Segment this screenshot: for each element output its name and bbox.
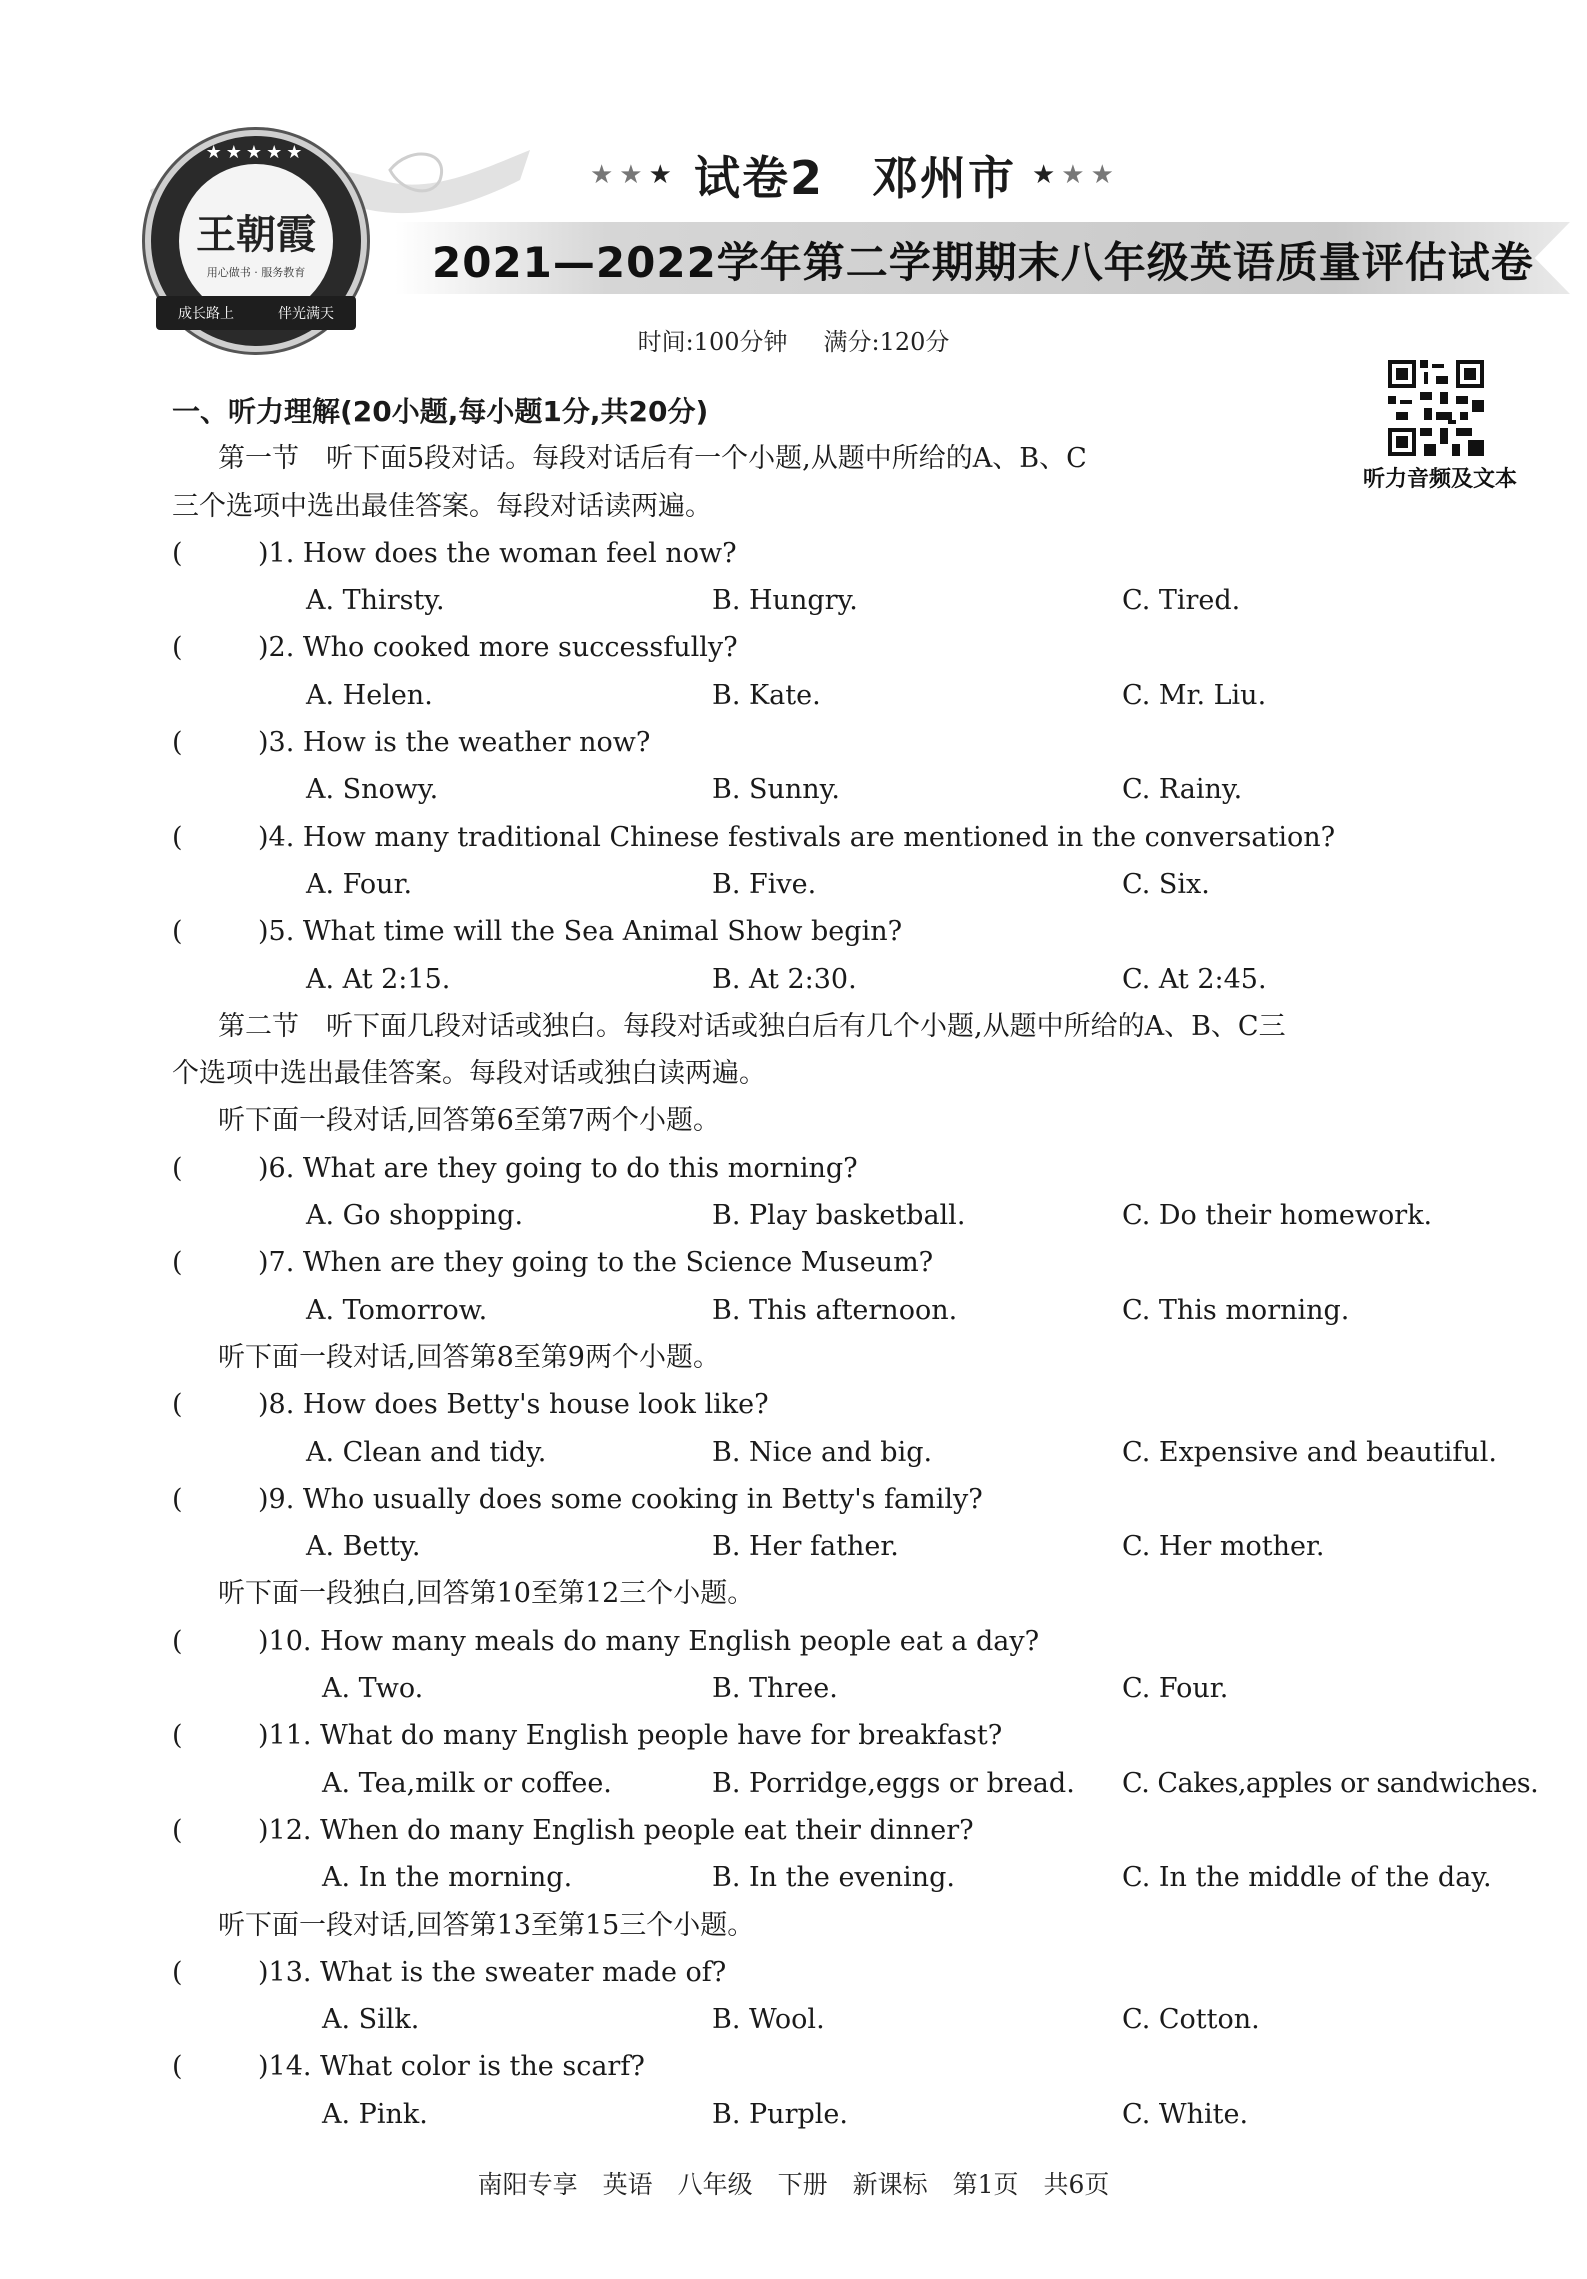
question-4 [172,814,1532,861]
question-text: )3. How is the weather now? [258,727,651,759]
page-header [0,0,1587,320]
option-b: B. This afternoon. [712,1294,958,1326]
options-12 [172,1854,1532,1901]
question-text: )9. Who usually does some cooking in Betty's family? [258,1483,983,1515]
option-c: C. Cotton. [1122,2004,1260,2036]
option-b: B. Her father. [712,1531,899,1563]
question-1 [172,530,1532,577]
options-6 [172,1192,1532,1239]
logo-name: 王朝霞 [196,210,316,258]
option-b: B. Play basketball. [712,1200,966,1232]
option-c: C. Six. [1122,868,1210,900]
part1-instruction: 第一节 听下面5段对话。每段对话后有一个小题,从题中所给的A、B、C [218,443,1087,475]
option-b: B. Three. [712,1673,838,1705]
option-a: A. Silk. [322,2004,420,2036]
option-a: A. Pink. [322,2098,428,2130]
part2-instruction-cont: 个选项中选出最佳答案。每段对话或独白读两遍。 [172,1058,766,1090]
option-a: A. Four. [306,868,413,900]
option-b: B. In the evening. [712,1862,955,1894]
part1-instruction-cont: 三个选项中选出最佳答案。每段对话读两遍。 [172,490,712,522]
options-11 [172,1760,1539,1807]
option-c: C. In the middle of the day. [1122,1862,1492,1894]
options-9 [172,1523,1532,1570]
question-text: )6. What are they going to do this morning? [258,1152,858,1184]
logo-banner-right: 伴光满天 [278,306,334,322]
answer-blank[interactable]: ( [172,632,183,664]
subsection-13-15: 听下面一段对话,回答第13至第15三个小题。 [218,1909,755,1941]
answer-blank[interactable]: ( [172,1483,183,1515]
part2-instruction: 第二节 听下面几段对话或独白。每段对话或独白后有几个小题,从题中所给的A、B、C三 [218,1010,1286,1042]
subsection-8-9: 听下面一段对话,回答第8至第9两个小题。 [218,1341,720,1373]
option-b: B. Kate. [712,679,821,711]
option-a: A. Tomorrow. [306,1294,488,1326]
question-text: )8. How does Betty's house look like? [258,1389,769,1421]
logo-slogan: 用心做书 · 服务教育 [206,265,306,279]
option-a: A. Betty. [306,1531,421,1563]
exam-full-title: 2021—2022学年第二学期期末八年级英语质量评估试卷 [432,238,1534,287]
option-c: C. Her mother. [1122,1531,1325,1563]
question-13 [172,1949,1532,1996]
question-2 [172,624,1532,671]
answer-blank[interactable]: ( [172,1814,183,1846]
option-b: B. Purple. [712,2098,848,2130]
section-title: 一、听力理解(20小题,每小题1分,共20分) [172,395,709,428]
answer-blank[interactable]: ( [172,1389,183,1421]
option-b: B. Hungry. [712,585,858,617]
option-c: C. Rainy. [1122,774,1243,806]
exam-time: 时间:100分钟 [637,328,788,356]
option-c: C. Expensive and beautiful. [1122,1436,1497,1468]
answer-blank[interactable]: ( [172,1720,183,1752]
question-text: )11. What do many English people have for breakfast? [258,1720,1003,1752]
subsection-10-12: 听下面一段独白,回答第10至第12三个小题。 [218,1578,755,1610]
options-3 [172,766,1532,813]
options-2 [172,672,1532,719]
answer-blank[interactable]: ( [172,1247,183,1279]
options-14 [172,2091,1532,2138]
options-10 [172,1665,1532,1712]
option-b: B. Five. [712,868,817,900]
question-5 [172,908,1532,955]
answer-blank[interactable]: ( [172,1956,183,1988]
question-text: )12. When do many English people eat their dinner? [258,1814,974,1846]
question-7 [172,1239,1532,1286]
question-9 [172,1476,1532,1523]
question-14 [172,2043,1532,2090]
option-a: A. Helen. [306,679,433,711]
question-12 [172,1807,1532,1854]
page-footer: 南阳专享 英语 八年级 下册 新课标 第1页 共6页 [477,2170,1110,2199]
option-a: A. Tea,milk or coffee. [322,1767,612,1799]
question-6 [172,1145,1532,1192]
option-c: C. Mr. Liu. [1122,679,1267,711]
option-a: A. In the morning. [322,1862,573,1894]
question-8 [172,1381,1532,1428]
option-a: A. Go shopping. [306,1200,524,1232]
option-c: C. Do their homework. [1122,1200,1433,1232]
qr-code-label: 听力音频及文本 [1362,467,1517,492]
option-b: B. Nice and big. [712,1436,933,1468]
option-b: B. Sunny. [712,774,840,806]
option-a: A. Two. [322,1673,424,1705]
option-b: B. At 2:30. [712,963,857,995]
exam-title-row [590,145,1120,205]
question-3 [172,719,1532,766]
option-c: C. At 2:45. [1122,963,1267,995]
option-a: A. At 2:15. [306,963,451,995]
question-text: )13. What is the sweater made of? [258,1956,727,1988]
options-5 [172,956,1532,1003]
exam-number-title: 试卷2 邓州市 [693,151,1016,205]
options-7 [172,1287,1532,1334]
option-b: B. Porridge,eggs or bread. [712,1767,1075,1799]
question-11 [172,1712,1532,1759]
question-text: )1. How does the woman feel now? [258,537,737,569]
answer-blank[interactable]: ( [172,916,183,948]
logo-banner-left: 成长路上 [178,306,234,322]
options-13 [172,1996,1532,2043]
answer-blank[interactable]: ( [172,1625,183,1657]
question-text: )14. What color is the scarf? [258,2051,645,2083]
option-b: B. Wool. [712,2004,825,2036]
publisher-logo [145,130,367,352]
star-rating-right-icon: ★★★ [1031,160,1120,190]
option-a: A. Clean and tidy. [306,1436,547,1468]
option-c: C. Cakes,apples or sandwiches. [1122,1767,1539,1799]
option-c: C. White. [1122,2098,1249,2130]
exam-content [172,388,1539,2138]
option-c: C. Tired. [1122,585,1241,617]
logo-inner [179,164,333,318]
answer-blank[interactable]: ( [172,821,183,853]
options-1 [172,577,1532,624]
options-8 [172,1429,1532,1476]
answer-blank[interactable]: ( [172,537,183,569]
question-text: )10. How many meals do many English people eat a day? [258,1625,1040,1657]
option-a: A. Snowy. [306,774,439,806]
question-text: )7. When are they going to the Science Museum? [258,1247,934,1279]
question-text: )2. Who cooked more successfully? [258,632,738,664]
answer-blank[interactable]: ( [172,1152,183,1184]
question-text: )4. How many traditional Chinese festivals are mentioned in the conversation? [258,821,1336,853]
logo-stars-icon: ★★★★★ [205,142,307,163]
exam-meta [0,322,1587,357]
options-4 [172,861,1532,908]
subsection-6-7: 听下面一段对话,回答第6至第7两个小题。 [218,1105,720,1137]
question-text: )5. What time will the Sea Animal Show begin? [258,916,903,948]
answer-blank[interactable]: ( [172,2051,183,2083]
question-10 [172,1618,1532,1665]
answer-blank[interactable]: ( [172,727,183,759]
exam-full-score: 满分:120分 [823,328,950,356]
star-rating-left-icon: ★★★ [590,160,678,190]
option-c: C. Four. [1122,1673,1229,1705]
option-c: C. This morning. [1122,1294,1350,1326]
option-a: A. Thirsty. [306,585,445,617]
